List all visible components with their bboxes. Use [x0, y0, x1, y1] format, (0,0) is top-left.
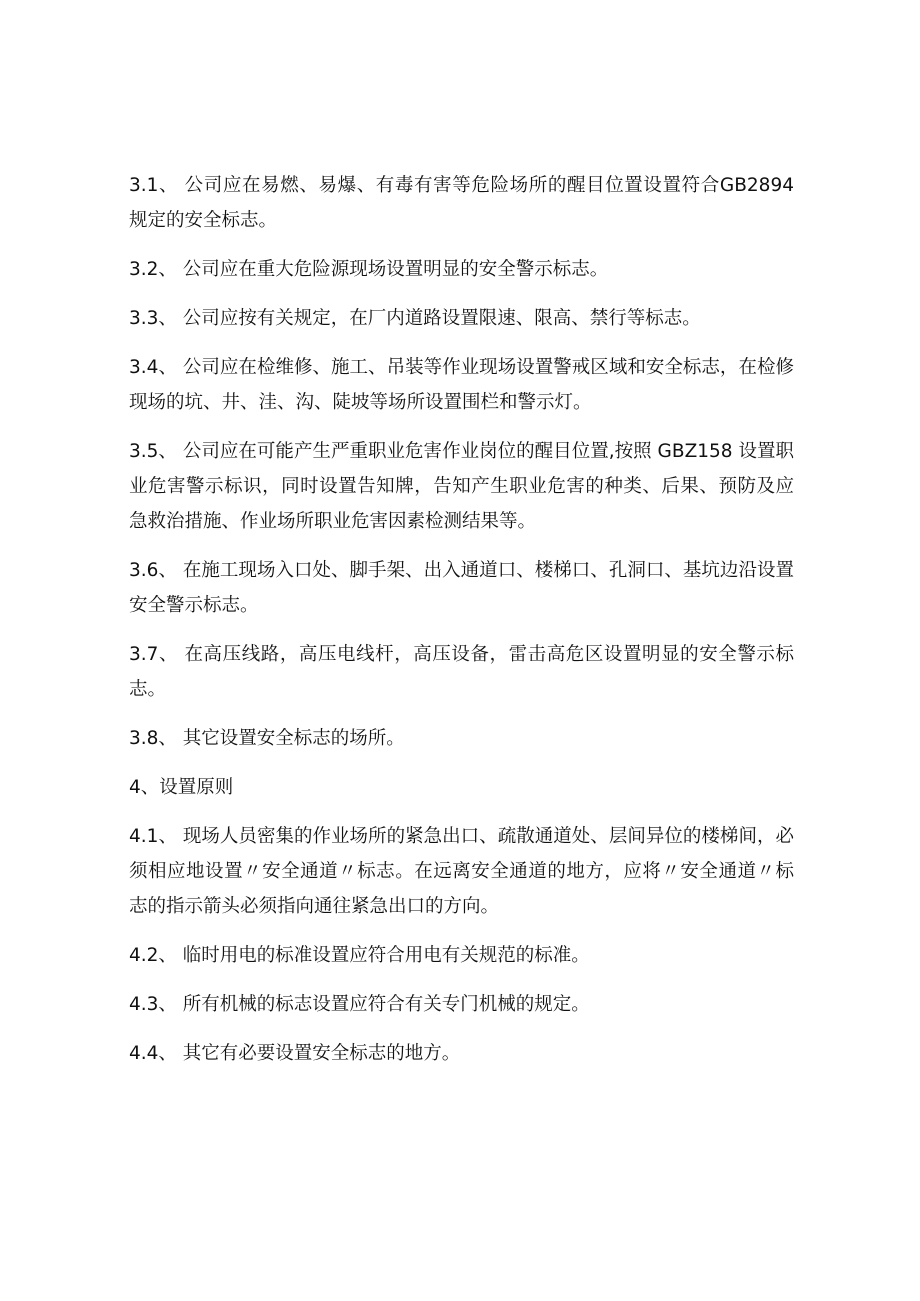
document-body	[129, 168, 800, 1071]
clause-3-5: 3.5、 公司应在可能产生严重职业危害作业岗位的醒目位置,按照 GBZ158 设置职业危害警示标识，同时设置告知牌，告知产生职业危害的种类、后果、预防及应急救治措施、作业场所职业危害因素检测结果等。	[129, 441, 794, 532]
clause-4-3: 4.3、 所有机械的标志设置应符合有关专门机械的规定。	[129, 994, 590, 1015]
section-heading-4: 4、设置原则	[129, 777, 234, 798]
clause-3-4: 3.4、 公司应在检维修、施工、吊装等作业现场设置警戒区域和安全标志，在检修现场的坑、井、洼、沟、陡坡等场所设置围栏和警示灯。	[129, 357, 794, 413]
clause-4-4: 4.4、 其它有必要设置安全标志的地方。	[129, 1043, 461, 1064]
clause-3-3: 3.3、 公司应按有关规定，在厂内道路设置限速、限高、禁行等标志。	[129, 308, 701, 329]
clause-3-2: 3.2、 公司应在重大危险源现场设置明显的安全警示标志。	[129, 259, 609, 280]
clause-3-1: 3.1、 公司应在易燃、易爆、有毒有害等危险场所的醒目位置设置符合GB2894 规定的安全标志。	[129, 175, 800, 231]
clause-3-6: 3.6、 在施工现场入口处、脚手架、出入通道口、楼梯口、孔洞口、基坑边沿设置安全警示标志。	[129, 560, 794, 616]
clause-3-7: 3.7、 在高压线路，高压电线杆，高压设备，雷击高危区设置明显的安全警示标志。	[129, 644, 794, 700]
clause-4-1: 4.1、 现场人员密集的作业场所的紧急出口、疏散通道处、层间异位的楼梯间，必须相应地设置〃安全通道〃标志。在远离安全通道的地方，应将〃安全通道〃标志的指示箭头必须指向通往紧急出口的方向。	[129, 826, 794, 917]
clause-4-2: 4.2、 临时用电的标准设置应符合用电有关规范的标准。	[129, 945, 590, 966]
clause-3-8: 3.8、 其它设置安全标志的场所。	[129, 728, 405, 749]
